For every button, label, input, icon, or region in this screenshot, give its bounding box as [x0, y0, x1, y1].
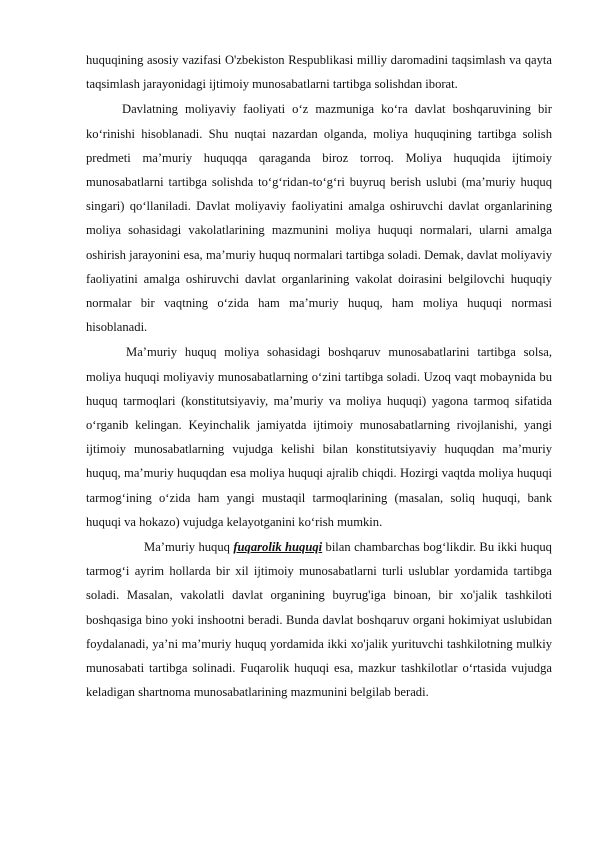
paragraph-1: huquqining asosiy vazifasi O'zbekiston Respublikasi milliy daromadini taqsimlash va qayta taqsimlash jarayonidagi ijtimoiy munosabatlarni tartibga solishdan iborat. [86, 53, 552, 92]
paragraph-4-lead: Ma’muriy huquq [144, 540, 234, 555]
paragraph-4-rest: bilan chambarchas bog‘likdir. Bu ikki huquq tarmog‘i ayrim hollarda bir xil ijtimoiy munosabatlarni turli uslublar yordamida tartibga soladi. Masalan, vakolatli davlat organining buyrug'iga binoan, bir xo'jalik tashkiloti boshqasiga bino yoki inshootni beradi. Bunda davlat boshqaruv organi hokimiyat uslubidan foydalanadi, ya’ni ma’muriy huquq yordamida ikki xo'jalik yurituvchi tashkilotning mulkiy munosabati tartibga solinadi. Fuqarolik huquqi esa, mazkur tashkilotlar o‘rtasida vujudga keladigan shartnoma munosabatlarining mazmunini belgilab beradi. [86, 540, 552, 700]
paragraph-2: Davlatning moliyaviy faoliyati o‘z mazmuniga ko‘ra davlat boshqaruvining bir ko‘rinishi hisoblanadi. Shu nuqtai nazardan olganda, moliya huquqining tartibga solish predmeti ma’muriy huquqqa qaraganda biroz torroq. Moliya huquqida ijtimoiy munosabatlarni tartibga solishda to‘g‘ridan-to‘g‘ri buyruq berish uslubi (ma’muriy huquq singari) qo‘llaniladi. Davlat moliyaviy faoliyatini amalga oshiruvchi davlat organlarining moliya sohasidagi vakolatlarining mazmunini moliya huquqi normalari, ularni amalga oshirish jarayonini esa, ma’muriy huquq normalari tartibga soladi. Demak, davlat moliyaviy faoliyatini amalga oshiruvchi davlat organlarining vakolat doirasini belgilovchi huquqiy normalar bir vaqtning o‘zida ham ma’muriy huquq, ham moliya huquqi normasi hisoblanadi. [86, 102, 552, 335]
paragraph-3: Ma’muriy huquq moliya sohasidagi boshqaruv munosabatlarini tartibga solsa, moliya huquqi moliyaviy munosabatlarning o‘zini tartibga soladi. Uzoq vaqt mobaynida bu huquq tarmoqlari (konstitutsiyaviy, ma’muriy va moliya huquqi) yagona tarmoq sifatida o‘rganib kelingan. Keyinchalik jamiyatda ijtimoiy munosabatlarning rivojlanishi, yangi ijtimoiy munosabatlarning vujudga kelishi bilan konstitutsiyaviy huquqdan ma’muriy huquq, ma’muriy huquqdan esa moliya huquqi ajralib chiqdi. Hozirgi vaqtda moliya huquqi tarmog‘ining o‘zida ham yangi mustaqil tarmoqlarining (masalan, soliq huquqi, bank huquqi va hokazo) vujudga kelayotganini ko‘rish mumkin. [86, 345, 552, 529]
paragraph-4 [86, 535, 552, 704]
emphasized-term: fuqarolik huquqi [233, 540, 323, 555]
